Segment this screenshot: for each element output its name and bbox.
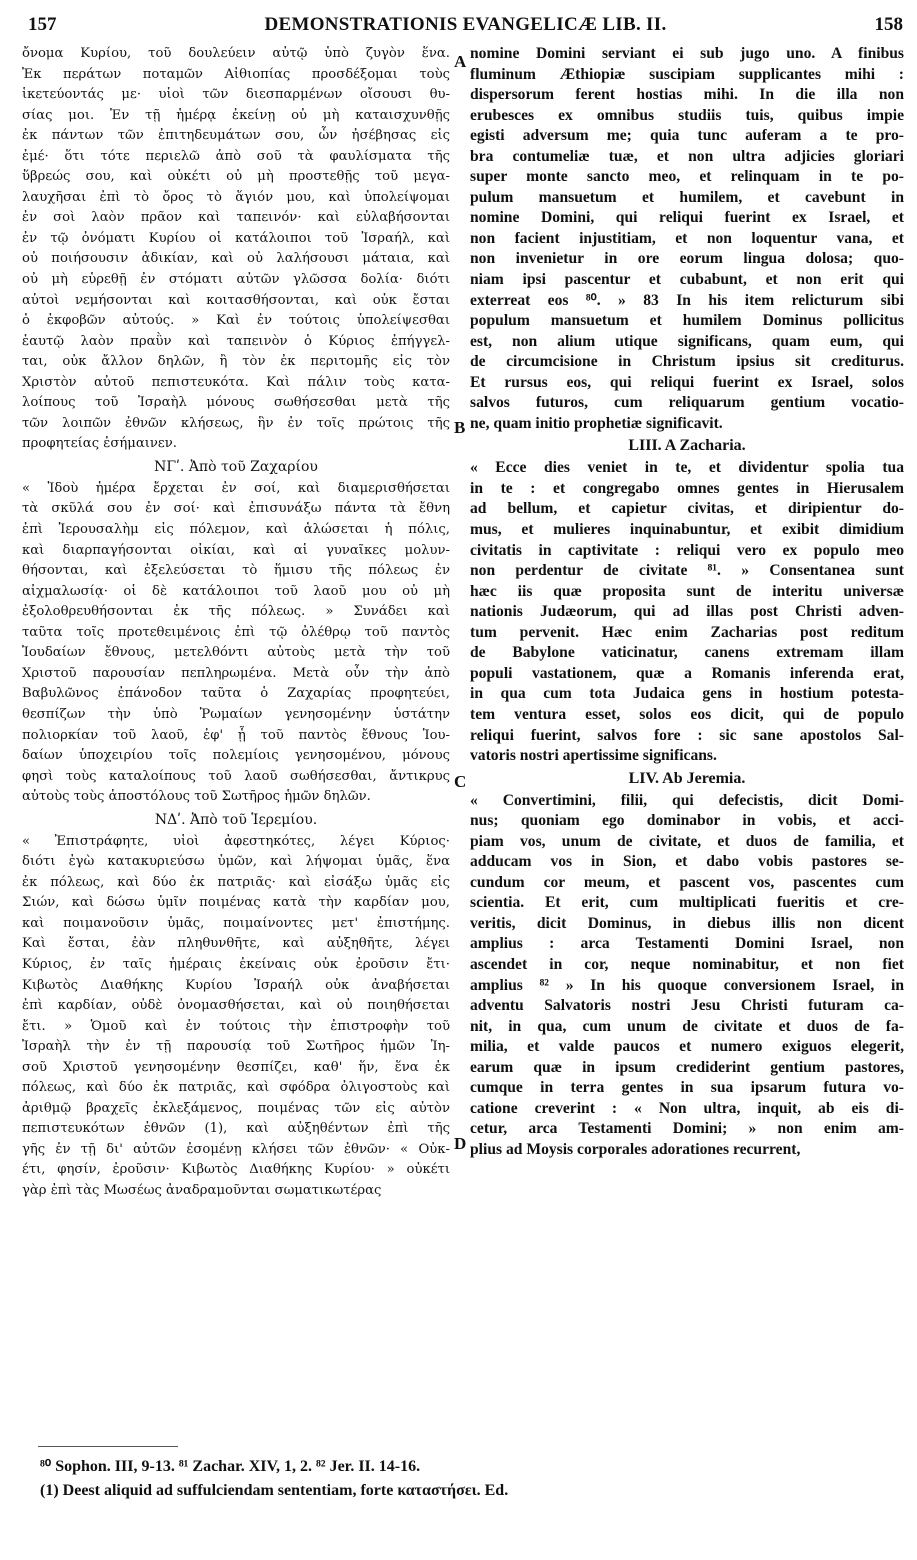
greek-text-line: πεπιστευκότων ἐθνῶν (1), καὶ αὐξηθέντων ἐπὶ τῆς xyxy=(22,1121,450,1137)
greek-text-line: πολιορκίαν τοῦ λαοῦ, ἐφ' ᾗ τοῦ παντὸς ἔθνους Ἰου- xyxy=(22,727,450,743)
greek-text-line: ἐξολοθρευθήσονται ἐκ τῆς πόλεως. » Συνάδει καὶ xyxy=(22,604,450,620)
greek-text-line: ἐν τῷ ὀνόματι Κυρίου οἱ κατάλοιποι τοῦ Ἰσραήλ, καὶ xyxy=(22,230,450,246)
margin-letter-b: B xyxy=(454,418,466,437)
latin-text-line: Et rursus eos, qui reliqui fuerint ex Israel, solos xyxy=(470,373,904,391)
latin-text-line: salvos futuros, cum reliquarum gentium vocatio- xyxy=(470,394,904,412)
greek-text-line: σίας μοι. Ἐν τῇ ἡμέρᾳ ἐκείνῃ οὐ μὴ καταισχυνθῇς xyxy=(22,107,450,123)
greek-paragraph-1 xyxy=(22,44,450,455)
latin-text-line: ne, quam initio prophetiæ significavit. xyxy=(470,414,723,432)
greek-text-line: γῆς ἐν τῇ δι' αὐτῶν ἐσομένῃ κλήσει τῶν ἐθνῶν· « Οὐκ- xyxy=(22,1141,450,1157)
greek-text-line: Ἰσραὴλ τὴν ἐν τῇ παρουσίᾳ τοῦ Σωτῆρος ἡμῶν Ἰη- xyxy=(22,1039,450,1055)
latin-text-line: hæc iis quæ proposita sunt de interitu universæ xyxy=(470,582,904,600)
greek-text-line: γὰρ ἐπὶ τὰς Μωσέως ἀναδραμοῦνται σωματικωτέρας xyxy=(22,1182,382,1198)
latin-text-line: reliqui fuerint, salvos fore : sic sane apostolos Sal- xyxy=(470,726,904,744)
margin-letter-a: A xyxy=(454,52,467,71)
greek-text-line: Χριστὸν αὐτοῦ πεπιστευκότα. Καὶ πάλιν τοὺς κατα- xyxy=(22,374,450,390)
latin-text-line: non facient injustitiam, et non loquentur vana, et xyxy=(470,229,904,247)
latin-text-line: « Convertimini, filii, qui defecistis, dicit Domi- xyxy=(470,791,904,809)
latin-text-line: erubesces ex omnibus studiis tuis, quibus impie xyxy=(470,106,904,124)
greek-text-line: αἰχμαλωσίᾳ· οἱ δὲ κατάλοιποι τοῦ λαοῦ μου οὐ μὴ xyxy=(22,583,450,599)
greek-text-line: οὐ μὴ εὑρεθῇ ἐν στόματι αὐτῶν γλῶσσα δολία· διότι xyxy=(22,272,450,288)
latin-text-line: vatoris nostri apertissime significans. xyxy=(470,747,717,765)
latin-text-line: non perdentur de civitate ⁸¹. » Consentanea sunt xyxy=(470,562,904,580)
running-title: DEMONSTRATIONIS EVANGELICÆ LIB. II. xyxy=(264,14,667,35)
latin-text-line: milia, et valde paucos et numero exiguos elegerit, xyxy=(470,1038,904,1056)
greek-text-line: Χριστοῦ παρουσίαν πεπληρωμένα. Μετὰ οὖν τὴν ἀπὸ xyxy=(22,665,450,681)
greek-text-line: ται, οὐκ ἄλλον δηλῶν, ἢ τὸν ἐκ περιτομῆς εἰς τὸν xyxy=(22,354,450,370)
latin-text-line: catione creverint : « Non ultra, inquit, ab eis di- xyxy=(470,1099,904,1117)
latin-heading-zacharia: LIII. A Zacharia. xyxy=(628,437,746,455)
latin-text-line: cetur, arca Testamenti Domini; » non enim am- xyxy=(470,1120,904,1138)
greek-text-line: ἱκετεύοντάς με· υἱοὶ τῶν διεσπαρμένων οἴσουσι θυ- xyxy=(22,87,450,103)
latin-text-line: nomine Domini, qui reliqui fuerint ex Israel, et xyxy=(470,209,904,227)
greek-text-line: ἐμέ· ὅτι τότε περιελῶ ἀπὸ σοῦ τὰ φαυλίσματα τῆς xyxy=(22,148,450,164)
greek-text-line: ἐκ πόλεως, καὶ δύο ἐκ πατριᾶς· καὶ εἰσάξω ὑμᾶς εἰς xyxy=(22,874,450,890)
latin-text-line: veritis, dicit Dominus, in diebus illis non dicent xyxy=(470,914,904,932)
latin-text-line: est, non alium utique significans, quam eum, qui xyxy=(470,332,904,350)
latin-text-line: tum pervenit. Hæc enim Zacharias post reditum xyxy=(470,623,904,641)
greek-text-line: ἀριθμῷ βραχεῖς ἐκλεξάμενος, ποιμένας τῶν εἰς αὐτὸν xyxy=(22,1100,450,1116)
latin-text-line: cumque in terra gentes in sua ipsarum futura vo- xyxy=(470,1079,904,1097)
latin-text-line: nomine Domini serviant ei sub jugo uno. A finibus xyxy=(470,45,904,62)
latin-text-line: bra contumeliæ tuæ, et non ultra adjicies gloriari xyxy=(470,147,904,165)
greek-text-line: ἐν σοὶ λαὸν πρᾶον καὶ ταπεινόν· καὶ εὐλαβήσονται xyxy=(22,210,450,226)
greek-text-line: ὄνομα Κυρίου, τοῦ δουλεύειν αὐτῷ ὑπὸ ζυγὸν ἕνα. xyxy=(22,46,450,61)
latin-text-line: niam ipsi pascentur et cubabunt, et non erit qui xyxy=(470,271,904,289)
greek-text-line: αὐτοὶ νεμήσονται καὶ κοιτασθήσονται, καὶ οὐκ ἔσται xyxy=(22,292,450,308)
greek-text-line: λαυχῆσαι ἐπὶ τὸ ὄρος τὸ ἅγιόν μου, καὶ ὑπολείψομαι xyxy=(22,189,450,205)
latin-text-line: amplius ⁸² » In his quoque conversionem Israel, in xyxy=(470,976,904,994)
greek-text-line: ὁ ἐκφοβῶν αὐτούς. » Καὶ ἐν τούτοις ὑπολείψεσθαι xyxy=(22,313,450,329)
greek-text-line: οὐ ποιήσουσιν ἀδικίαν, καὶ οὐ λαλήσουσι μάταια, καὶ xyxy=(22,251,450,267)
greek-text-line: τῶν λοιπῶν ἐθνῶν κλήσεως, ἣν ἐν τοῖς πρώτοις τῆς xyxy=(22,415,450,431)
latin-text-line: piam vos, unum de civitate, et duos de familia, et xyxy=(470,832,904,850)
latin-text-line: pulum mansuetum et humilem, et cavebunt in xyxy=(470,188,904,206)
greek-heading-jeremias: ΝΔʹ. Ἀπὸ τοῦ Ἱερεμίου. xyxy=(154,811,318,828)
greek-text-line: ἐπὶ καρδίαν, οὐδὲ ὀνομασθήσεται, καὶ οὐ ποιηθήσεται xyxy=(22,998,450,1014)
latin-text-line: fluminum Æthiopiæ suscipiam supplicantes mihi : xyxy=(470,65,904,83)
latin-text-line: adducam vos in Sion, et dabo vobis pastores se- xyxy=(470,853,904,871)
latin-text-line: egisti adversum me; quia tunc auferam a te pro- xyxy=(470,127,904,145)
greek-text-line: ἐπὶ Ἱερουσαλὴμ εἰς πόλεμον, καὶ ἁλώσεται ἡ πόλις, xyxy=(22,522,450,538)
latin-text-line: plius ad Moysis corporales adorationes recurrent, xyxy=(470,1140,801,1158)
greek-text-line: « Ἰδοὺ ἡμέρα ἔρχεται ἐν σοί, καὶ διαμερισθήσεται xyxy=(22,480,450,496)
latin-column xyxy=(470,44,904,1160)
greek-text-line: θήσονται, καὶ ἐξελεύσεται τὸ ἥμισυ τῆς πόλεως ἐν xyxy=(22,563,450,579)
greek-text-line: Κιβωτὸς Διαθήκης Κυρίου Ἰσραήλ οὐκ ἀναβήσεται xyxy=(22,977,450,993)
latin-text-line: non invenietur in ore eorum lingua dolosa; quo- xyxy=(470,250,904,268)
greek-text-line: διότι ἐγὼ κατακυριεύσω ὑμῶν, καὶ λήψομαι ὑμᾶς, ἕνα xyxy=(22,854,450,870)
latin-text-line: exterreat eos ⁸⁰. » 83 In his item relicturum sibi xyxy=(470,291,904,309)
greek-text-line: Βαβυλῶνος ἐπάνοδον ταῦτα ὁ Ζαχαρίας προφητεύει, xyxy=(22,686,450,702)
greek-text-line: σοῦ Χριστοῦ γενησομένην θεσπίζει, καθ' ἥν, ἕνα ἐκ xyxy=(22,1059,450,1075)
greek-text-line: Ἐκ περάτων ποταμῶν Αἰθιοπίας προσδέξομαι τοὺς xyxy=(22,66,450,82)
latin-text-line: in qua cum tota Judaica gens in hostium potesta- xyxy=(470,685,904,703)
latin-paragraph-2 xyxy=(470,458,904,766)
latin-text-line: civitatis in captivitate : reliqui vero ex populo meo xyxy=(470,541,904,559)
latin-text-line: super monte sancto meo, et relinquam in te po- xyxy=(470,168,904,186)
greek-text-line: ὕβρεώς σου, καὶ οὐκέτι οὐ μὴ προστεθῇς τοῦ μεγα- xyxy=(22,169,450,185)
latin-text-line: scientia. Et erit, cum multiplicati fueritis et cre- xyxy=(470,894,904,912)
latin-text-line: ad bellum, et capietur civitas, et diripientur do- xyxy=(470,500,904,518)
footnote-references: ⁸⁰ Sophon. III, 9-13. ⁸¹ Zachar. XIV, 1, 2. ⁸² Jer. II. 14-16. xyxy=(40,1458,421,1475)
latin-text-line: earum quæ in ipsum crediderint gentium pastores, xyxy=(470,1058,904,1076)
latin-text-line: adventu Salvatoris nostri Jesu Christi futuram ca- xyxy=(470,997,904,1015)
greek-text-line: προφητείας ἐσήμαινεν. xyxy=(22,436,177,452)
latin-text-line: tem ventura esset, solos eos dicit, qui de populo xyxy=(470,705,904,723)
greek-text-line: Ἰουδαίων ἔθνους, μετελθόντι αὐτοὺς μετὰ τὴν τοῦ xyxy=(22,645,450,661)
greek-text-line: τὰ σκῦλά σου ἐν σοί· καὶ ἐπισυνάξω πάντα τὰ ἔθνη xyxy=(22,501,450,517)
latin-text-line: « Ecce dies veniet in te, et dividentur spolia tua xyxy=(470,459,904,477)
greek-heading-zacharias: ΝΓʹ. Ἀπὸ τοῦ Ζαχαρίου xyxy=(154,458,318,475)
latin-text-line: nit, in qua, cum unum de civitate et duos de fa- xyxy=(470,1017,904,1035)
greek-text-line: έτι, φησίν, ἐροῦσιν· Κιβωτὸς Διαθήκης Κυρίου· » οὐκέτι xyxy=(22,1162,450,1178)
greek-text-line: θεσπίζων τὴν ὑπὸ Ῥωμαίων γενησομένην ὑστάτην xyxy=(22,706,450,722)
latin-text-line: de circumcisione in Christum ipsius sit crediturus. xyxy=(470,353,904,371)
latin-text-line: in te : et congregabo omnes gentes in Hierusalem xyxy=(470,479,904,497)
greek-text-line: φησὶ τοὺς καταλοίπους τοῦ λαοῦ σωθήσεσθαι, ἄντικρυς xyxy=(22,768,450,784)
greek-text-line: « Ἐπιστράφητε, υἱοὶ ἀφεστηκότες, λέγει Κύριος· xyxy=(22,833,450,849)
greek-text-line: ἔτι. » Ὁμοῦ καὶ ἐν τούτοις τὴν ἐπιστροφὴν τοῦ xyxy=(22,1018,450,1034)
latin-text-line: populi vastationem, quæ a Romanis inferenda erat, xyxy=(470,664,904,682)
greek-column xyxy=(22,44,450,1202)
greek-text-line: ταῦτα τοῖς προτεθειμένοις ἐπὶ τῷ ὀλέθρῳ τοῦ παντὸς xyxy=(22,624,450,640)
latin-text-line: populum mansuetum et humilem Dominus pollicitus xyxy=(470,312,904,330)
greek-text-line: Κύριος, ἐν ταῖς ἡμέραις ἐκείναις οὐκ ἐροῦσιν ἔτι· xyxy=(22,956,450,972)
greek-text-line: ἐκ πάντων τῶν ἐπιτηδευμάτων σου, ὧν ἠσέβησας εἰς xyxy=(22,128,450,144)
greek-text-line: λοίπους τοῦ Ἰσραὴλ μόνους σωθήσεσθαι μετὰ τῆς xyxy=(22,395,450,411)
greek-paragraph-3 xyxy=(22,832,450,1202)
margin-letter-d: D xyxy=(454,1134,467,1153)
greek-paragraph-2 xyxy=(22,479,450,808)
latin-text-line: ascendet in cor, neque nominabitur, et non fiet xyxy=(470,955,904,973)
latin-text-line: nationis Judæorum, qui ad illas post Christi adven- xyxy=(470,603,904,621)
greek-text-line: αὐτοὺς τοὺς ἀποστόλους τοῦ Σωτῆρος ἡμῶν δηλῶν. xyxy=(22,789,371,805)
latin-text-line: de Babylone vaticinatur, canens extremam illam xyxy=(470,644,904,662)
latin-heading-jeremia: LIV. Ab Jeremia. xyxy=(628,769,746,787)
greek-text-line: πόλεως, καὶ δύο ἐκ πατριᾶς, καὶ σφόδρα ὀλιγοστοὺς καὶ xyxy=(22,1080,450,1096)
greek-text-line: Σιών, καὶ δώσω ὑμῖν ποιμένας κατὰ τὴν καρδίαν μου, xyxy=(22,895,450,911)
greek-text-line: καὶ ποιμανοῦσιν ὑμᾶς, ποιμαίνοντες μετ' ἐπιστήμης. xyxy=(22,915,450,931)
greek-text-line: ἑαυτῷ λαὸν πραῢν καὶ ταπεινὸν ὁ Κύριος ἐπήγγελ- xyxy=(22,333,450,349)
latin-text-line: dispersorum ferent hostias mihi. In die illa non xyxy=(470,86,904,104)
latin-text-line: mus, et mulieres inquinabuntur, et exibit dimidium xyxy=(470,521,904,539)
latin-text-line: nus; quoniam ego dominabor in vobis, et acci- xyxy=(470,812,904,830)
greek-text-line: δαίων ὑποχειρίου τοῖς πολεμίοις γενησομένου, μόνους xyxy=(22,748,450,764)
page-number-left: 157 xyxy=(28,14,57,35)
footnote-note: (1) Deest aliquid ad suffulciendam sententiam, forte καταστήσει. Ed. xyxy=(40,1482,509,1499)
page-number-right: 158 xyxy=(874,14,903,35)
latin-paragraph-1 xyxy=(470,44,904,434)
greek-text-line: Καὶ ἔσται, ἐὰν πληθυνθῆτε, καὶ αὐξηθῆτε, λέγει xyxy=(22,936,450,952)
page-header xyxy=(28,14,903,38)
latin-text-line: cundum cor meum, et pascent vos, pascentes cum xyxy=(470,873,904,891)
latin-text-line: amplius : arca Testamenti Domini Israel, non xyxy=(470,935,904,953)
footnote-rule xyxy=(38,1446,178,1447)
margin-letter-c: C xyxy=(454,772,467,791)
latin-paragraph-3 xyxy=(470,791,904,1161)
greek-text-line: καὶ διαρπαγήσονται οἰκίαι, καὶ αἱ γυναῖκες μολυν- xyxy=(22,542,450,558)
